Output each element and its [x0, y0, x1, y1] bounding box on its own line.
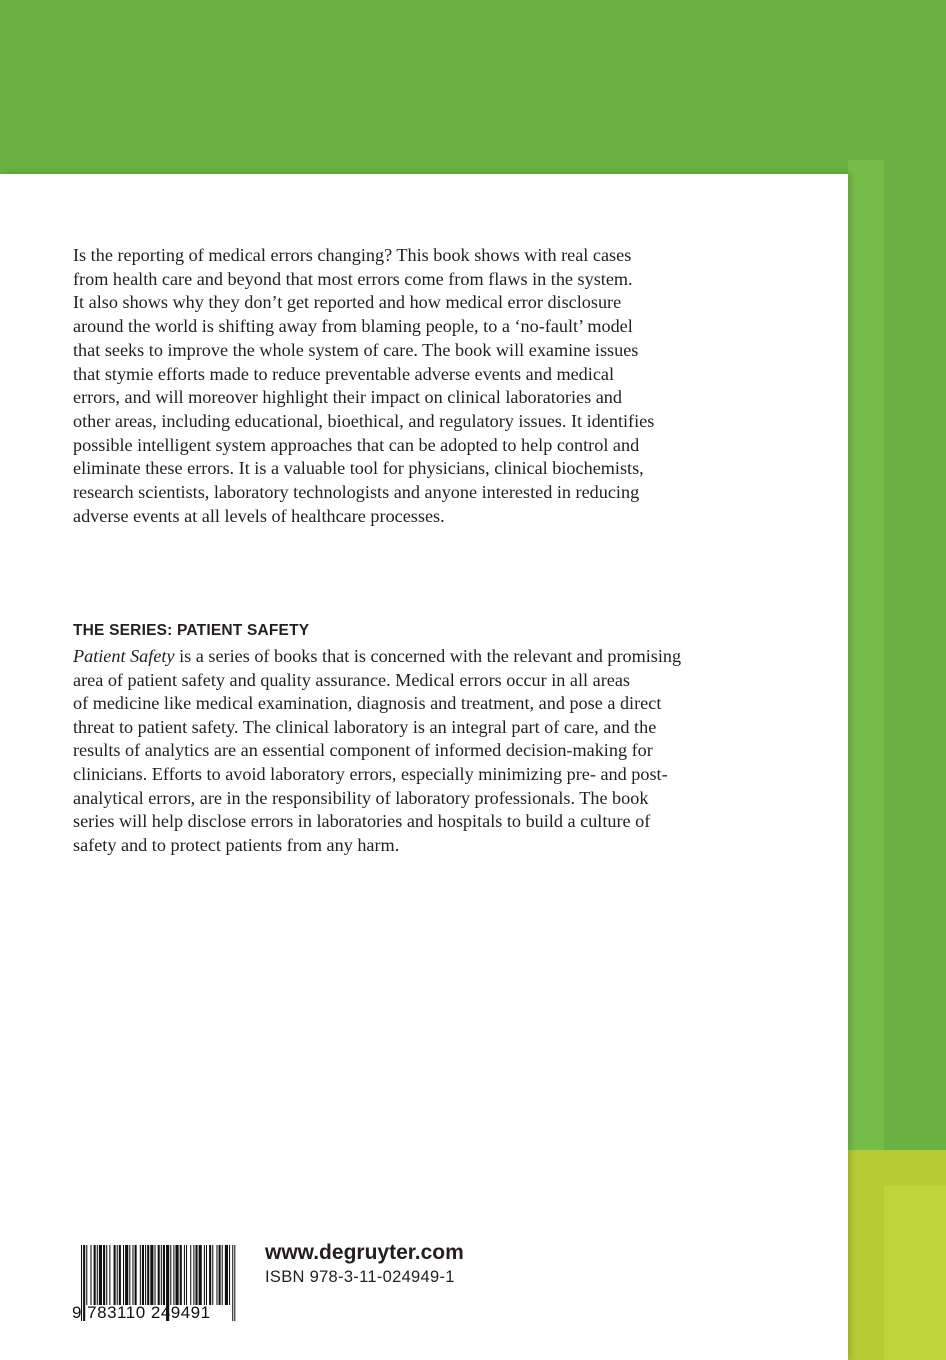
description-line: adverse events at all levels of healthcare processes.: [73, 505, 445, 526]
barcode-bar: [97, 1245, 98, 1305]
series-first-line-rest: is a series of books that is concerned with the relevant and promising: [174, 646, 682, 666]
barcode-bar: [145, 1245, 146, 1305]
barcode-bar: [195, 1245, 197, 1305]
barcode-bar: [150, 1245, 153, 1305]
series-first-line: [73, 645, 773, 669]
barcode-bar: [132, 1245, 133, 1305]
barcode-bar: [186, 1245, 187, 1305]
barcode-bar: [123, 1245, 124, 1305]
series-line: threat to patient safety. The clinical laboratory is an integral part of care, and the: [73, 716, 657, 737]
series-line: clinicians. Efforts to avoid laboratory errors, especially minimizing pre- and post-: [73, 763, 668, 784]
barcode-bar: [193, 1245, 194, 1305]
publisher-url[interactable]: www.degruyter.com: [265, 1241, 464, 1264]
barcode-digits: 9 783110 249491: [72, 1303, 211, 1322]
isbn-number: ISBN 978-3-11-024949-1: [265, 1268, 455, 1286]
barcode-bar: [90, 1245, 91, 1305]
barcode-bar: [219, 1245, 221, 1305]
barcode-bar: [125, 1245, 128, 1305]
series-line: of medicine like medical examination, diagnosis and treatment, and pose a direct: [73, 693, 662, 714]
barcode-bar: [117, 1245, 118, 1305]
barcode-bar: [199, 1245, 202, 1305]
description-line: research scientists, laboratory technologists and anyone interested in reducing: [73, 482, 640, 503]
description-line: from health care and beyond that most errors come from flaws in the system.: [73, 268, 633, 289]
barcode-bar: [190, 1245, 191, 1305]
barcode-bar: [170, 1245, 171, 1305]
barcode-bar: [155, 1245, 156, 1305]
barcode-bar: [129, 1245, 130, 1305]
barcode-bar: [212, 1245, 213, 1305]
description-line: around the world is shifting away from blaming people, to a ‘no-fault’ model: [73, 316, 633, 337]
book-description: [73, 244, 773, 528]
barcode-bar: [99, 1245, 102, 1305]
series-title: Patient Safety: [73, 646, 175, 666]
barcode-bar: [106, 1245, 107, 1305]
barcode-bar: [119, 1245, 121, 1305]
description-line: errors, and will moreover highlight their impact on clinical laboratories and: [73, 387, 622, 408]
series-heading: THE SERIES: PATIENT SAFETY: [73, 622, 310, 639]
barcode-bar: [229, 1245, 230, 1305]
series-line: safety and to protect patients from any harm.: [73, 834, 400, 855]
description-line: that seeks to improve the whole system of care. The book will examine issues: [73, 339, 639, 360]
series-line: area of patient safety and quality assurance. Medical errors occur in all areas: [73, 669, 630, 690]
barcode-bar: [176, 1245, 179, 1305]
barcode-bar: [180, 1245, 182, 1305]
description-line: Is the reporting of medical errors changing? This book shows with real cases: [73, 245, 632, 265]
barcode-bar: [173, 1245, 174, 1305]
barcode-bar: [161, 1245, 162, 1305]
cover-lime-inner: [884, 1186, 946, 1360]
description-line: other areas, including educational, bioethical, and regulatory issues. It identifies: [73, 410, 655, 431]
description-line: that stymie efforts made to reduce preventable adverse events and medical: [73, 363, 615, 384]
barcode-bar: [140, 1245, 141, 1305]
barcode-bar: [103, 1245, 105, 1305]
barcode-bar: [184, 1245, 185, 1305]
description-line: eliminate these errors. It is a valuable tool for physicians, clinical biochemists,: [73, 458, 644, 479]
description-line: possible intelligent system approaches that can be adopted to help control and: [73, 434, 640, 455]
barcode-bar: [204, 1245, 205, 1305]
barcode-bar: [142, 1245, 144, 1305]
barcode-bar: [86, 1245, 87, 1305]
barcode-bar: [114, 1245, 116, 1305]
barcode-bar: [216, 1245, 217, 1305]
barcode-bar: [158, 1245, 160, 1305]
series-line: analytical errors, are in the responsibility of laboratory professionals. The book: [73, 787, 649, 808]
series-description: [73, 645, 773, 857]
barcode-bar: [94, 1245, 96, 1305]
barcode-bar: [206, 1245, 207, 1305]
barcode-bar: [209, 1245, 211, 1305]
series-line: results of analytics are an essential component of informed decision-making for: [73, 740, 653, 761]
barcode-bar: [163, 1245, 165, 1305]
barcode-bar: [109, 1245, 110, 1305]
barcode-bar: [135, 1245, 137, 1305]
barcode-bar: [222, 1245, 223, 1305]
description-line: It also shows why they don’t get reported and how medical error disclosure: [73, 292, 622, 313]
cover-accent-strip: [848, 160, 884, 1160]
barcode-bar: [225, 1245, 228, 1305]
barcode-bar: [147, 1245, 149, 1305]
series-line: series will help disclose errors in laboratories and hospitals to build a culture of: [73, 811, 651, 832]
